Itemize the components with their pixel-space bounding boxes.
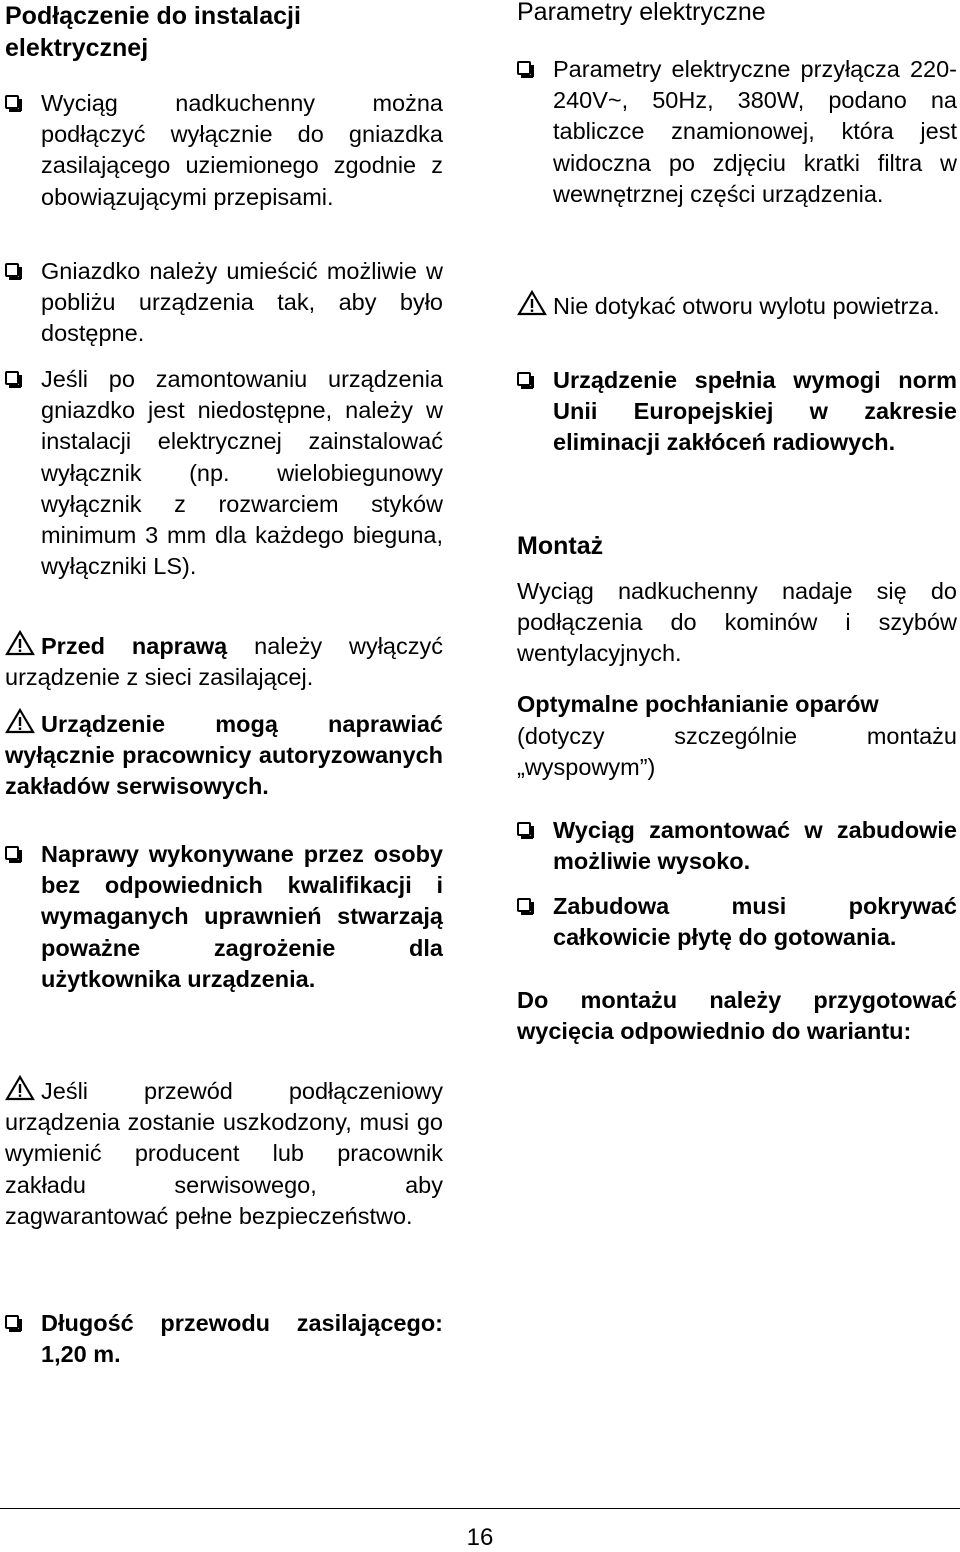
checkbox-bullet-icon [517,822,531,836]
list-item [5,364,443,582]
warning-item [5,708,443,803]
paragraph-text: Do montażu należy przygotować wycięcia odpowiednio do wariantu: [517,987,957,1045]
warning-item [5,630,443,693]
warning-triangle-icon [5,630,35,656]
item-text: Gniazdko należy umieścić możliwie w pobliżu urządzenia tak, aby było dostępne. [41,258,443,347]
warning-triangle-icon [5,708,35,734]
final-paragraph [517,985,957,1047]
optimal-subtext [517,721,957,783]
checkbox-bullet-icon [5,263,19,277]
item-text: Wyciąg zamontować w zabudowie możliwie wysoko. [553,817,957,875]
warning-text: Nie dotykać otworu wylotu powietrza. [553,293,940,319]
section-title-electrical-connection [5,0,443,64]
warning-text: Urządzenie mogą naprawiać wyłącznie pracownicy autoryzowanych zakładów serwisowych. [5,711,443,800]
page-number: 16 [466,1524,494,1551]
item-text: Zabudowa musi pokrywać całkowicie płytę do gotowania. [553,893,957,951]
checkbox-bullet-icon [5,371,19,385]
checkbox-bullet-icon [517,372,531,386]
item-text: Wyciąg nadkuchenny można podłączyć wyłącznie do gniazdka zasilającego uziemionego zgodnie z obowiązującymi przepisami. [41,90,443,210]
list-item [517,891,957,953]
warning-item [517,290,957,322]
heading-montaz [517,530,957,562]
item-text: Jeśli po zamontowaniu urządzenia gniazdko jest niedostępne, należy w instalacji elektrycznej zainstalować wyłącznik (np. wielobiegunowy wyłącznik z rozwarciem styków minimum 3 mm dla każdego bieguna, wyłączniki LS). [41,366,443,580]
list-item [5,256,443,350]
list-item [517,365,957,459]
checkbox-bullet-icon [517,61,531,75]
heading-optimal [517,689,957,720]
item-text: Długość przewodu zasilającego: 1,20 m. [41,1310,443,1368]
checkbox-bullet-icon [5,1315,19,1329]
section-title-text: Podłączenie do instalacji elektrycznej [5,2,301,62]
item-text: Naprawy wykonywane przez osoby bez odpowiednich kwalifikacji i wymaganych uprawnień stwarzają poważne zagrożenie dla użytkownika urządzenia. [41,841,443,992]
heading-text: Montaż [517,532,604,560]
subtext: (dotyczy szczególnie montażu „wyspowym”) [517,723,957,781]
list-item [517,54,957,210]
item-text: Urządzenie spełnia wymogi norm Unii Europejskiej w zakresie eliminacji zakłóceń radiowych. [553,367,957,456]
warning-bold-text: Przed naprawą [41,633,228,659]
section-title-electrical-parameters [517,0,957,28]
list-item [517,815,957,877]
list-item [5,839,443,995]
warning-text: należy wyłączyć urządzenie z sieci zasilającej. [5,633,443,691]
warning-triangle-icon [5,1075,35,1101]
section-title-text: Parametry elektryczne [517,0,766,26]
paragraph-text: Wyciąg nadkuchenny nadaje się do podłączenia do kominów i szybów wentylacyjnych. [517,578,957,667]
heading-text: Optymalne pochłanianie oparów [517,691,879,717]
checkbox-bullet-icon [5,95,19,109]
item-text: Parametry elektryczne przyłącza 220-240V~, 50Hz, 380W, podano na tabliczce znamionowej, która jest widoczna po zdjęciu kratki filtra w wewnętrznej części urządzenia. [553,56,957,207]
checkbox-bullet-icon [5,846,19,860]
warning-triangle-icon [517,290,547,316]
footer-divider [0,1508,960,1509]
list-item [5,88,443,213]
checkbox-bullet-icon [517,898,531,912]
montaz-paragraph [517,576,957,670]
warning-text: Jeśli przewód podłączeniowy urządzenia zostanie uszkodzony, musi go wymienić producent lub pracownik zakładu serwisowego, aby zagwarantować pełne bezpieczeństwo. [5,1078,443,1229]
list-item [5,1308,443,1370]
warning-item [5,1075,443,1232]
